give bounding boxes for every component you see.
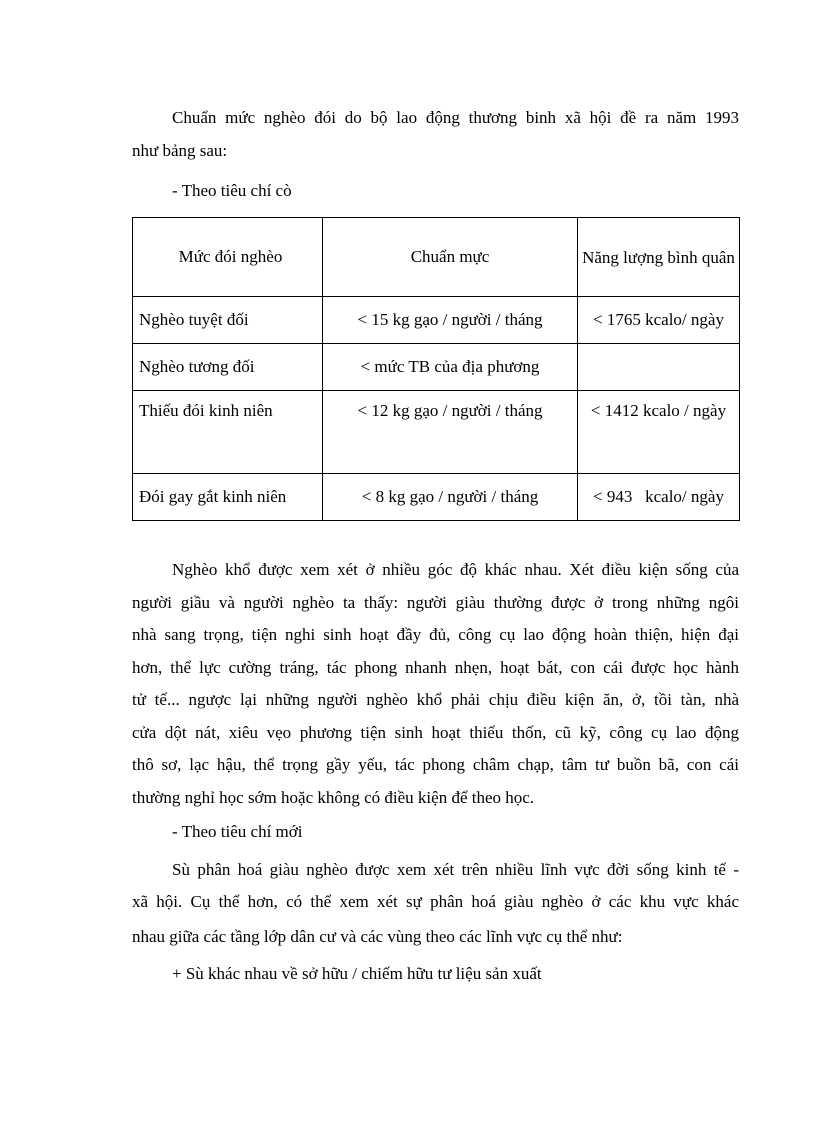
paragraph1-line: hơn, thể lực cường tráng, tác phong nhanh nhẹn, hoạt bát, con cái được học hành: [132, 658, 739, 677]
paragraph1-line: thô sơ, lạc hậu, thể trọng gầy yếu, tác phong châm chạp, tâm tư buồn bã, con cái: [132, 755, 739, 774]
header-cell: Mức đói nghèo: [133, 218, 323, 297]
table-cell: Nghèo tương đối: [133, 344, 323, 391]
table-row: [133, 297, 740, 344]
table-row: [133, 474, 740, 521]
paragraph1-line: thường nghỉ học sớm hoặc không có điều kiện để theo học.: [132, 788, 535, 807]
table-cell: < 15 kg gạo / người / tháng: [323, 297, 578, 344]
intro-line-2: như bảng sau:: [132, 141, 228, 160]
table-cell: Nghèo tuyệt đối: [133, 297, 323, 344]
paragraph1-line: cửa dột nát, xiêu vẹo phương tiện sinh hoạt thiếu thốn, cũ kỹ, công cụ lao động: [132, 723, 739, 742]
table-cell: < 1412 kcalo / ngày: [578, 391, 740, 474]
table-cell: [578, 344, 740, 391]
table-cell: < 943 kcalo/ ngày: [578, 474, 740, 521]
new-criteria-label: - Theo tiêu chí mới: [172, 822, 303, 841]
table-row: [133, 391, 740, 474]
paragraph2-line: nhau giữa các tầng lớp dân cư và các vùng theo các lĩnh vực cụ thể như:: [132, 927, 623, 946]
poverty-standard-table: [132, 217, 740, 521]
bullet-item: + Sù khác nhau về sở hữu / chiếm hữu tư liệu sản xuất: [172, 964, 542, 983]
table-row: [133, 344, 740, 391]
table-cell: < mức TB của địa phương: [323, 344, 578, 391]
paragraph1-line: người giầu và người nghèo ta thấy: người giàu thường được ở trong những ngôi: [132, 593, 739, 612]
paragraph2-line: Sù phân hoá giàu nghèo được xem xét trên nhiều lĩnh vực đời sống kinh tế -: [172, 860, 739, 879]
table-cell: < 12 kg gạo / người / tháng: [323, 391, 578, 474]
table-cell: < 8 kg gạo / người / tháng: [323, 474, 578, 521]
table-cell: < 1765 kcalo/ ngày: [578, 297, 740, 344]
paragraph1-line: Nghèo khổ được xem xét ở nhiều góc độ khác nhau. Xét điều kiện sống của: [172, 560, 739, 579]
table-cell: Đói gay gắt kinh niên: [133, 474, 323, 521]
paragraph1-line: nhà sang trọng, tiện nghi sinh hoạt đầy đủ, công cụ lao động hoàn thiện, hiện đại: [132, 625, 739, 644]
paragraph2-line: xã hội. Cụ thể hơn, có thể xem xét sự phân hoá giàu nghèo ở các khu vực khác: [132, 892, 739, 911]
header-cell: Chuẩn mực: [323, 218, 578, 297]
intro-line-1: Chuẩn mức nghèo đói do bộ lao động thương binh xã hội đề ra năm 1993: [172, 108, 739, 127]
header-cell: Năng lượng bình quân: [578, 218, 740, 297]
table-header-row: [133, 218, 740, 297]
paragraph1-line: tử tế... ngược lại những người nghèo khổ phải chịu điều kiện ăn, ở, tồi tàn, nhà: [132, 690, 739, 709]
old-criteria-label: - Theo tiêu chí cò: [172, 181, 292, 200]
table-cell: Thiếu đói kinh niên: [133, 391, 323, 474]
